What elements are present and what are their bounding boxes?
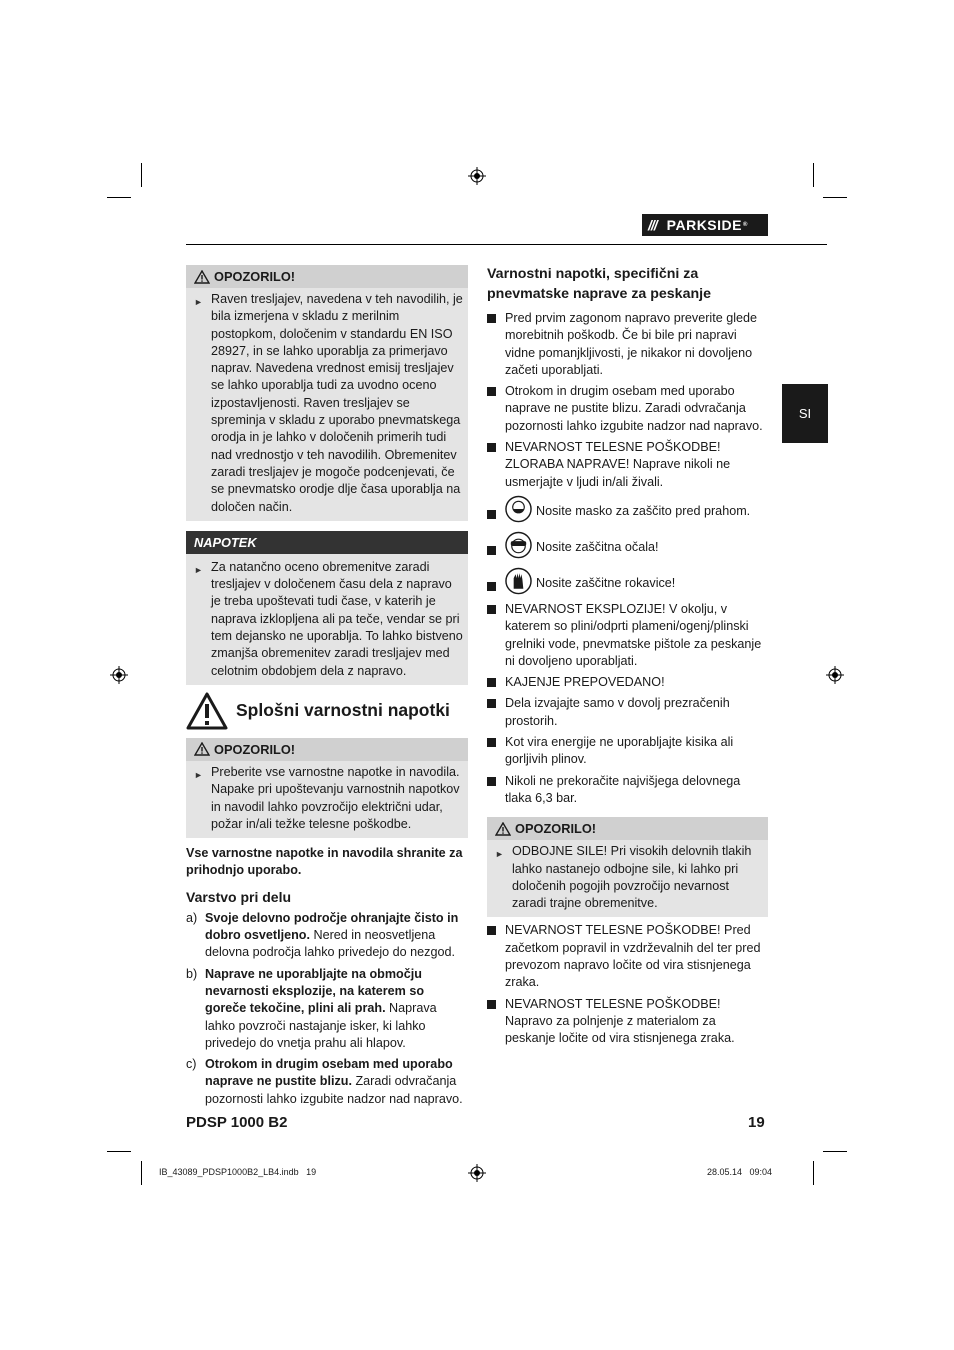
list-item [487,310,768,379]
warning-header [487,817,768,840]
triangle-bullet-icon: ► [495,849,504,860]
square-bullet-icon [487,777,496,786]
subheading-work-safety: Varstvo pri delu [186,888,292,905]
list-label: c) [186,1057,197,1072]
warning-header [186,265,468,288]
registration-mark-icon [468,1164,486,1182]
list-bold-text: Naprave ne uporabljajte na območju nevarnosti eksplozije, na katerem so goreče tekočine, plini ali prah. [205,966,425,1016]
registration-mark-icon [826,666,844,684]
section-title: Splošni varnostni napotki [236,700,450,721]
note-text: Za natančno oceno obremenitve zaradi tresljajev v določenem času dela z napravo je treba upoštevati tudi čase, v katerih je naprava izklopljena ali pa teče, vendar se pri tem dejansko ne uporablja. To lahko bistveno zmanjša obremenitev zaradi tresljajev med celotnim obdobjem dela z napravo. [211,559,463,678]
list-bold-text: Svoje delovno področje ohranjajte čisto in dobro osvetljeno. [205,910,459,943]
warning-icon [194,742,210,756]
print-date-info: 28.05.14 09:04 [707,1167,773,1177]
crop-mark [141,1161,142,1185]
square-bullet-icon [487,678,496,687]
square-bullet-icon [487,582,496,591]
list-text: Nikoli ne prekoračite najvišjega delovnega tlaka 6,3 bar. [505,773,741,805]
crop-mark [823,1151,847,1152]
list-item [186,910,468,962]
warning-text: Raven tresljajev, navedena v teh navodilih, je bila izmerjena v skladu z merilnim postopkom, določenim v standardu EN ISO 28927, in se lahko uporablja za primerjavo naprav. Navedena vrednost emisij tresljajev se lahko uporablja tudi za uvodno oceno izpostavljenosti. Raven tresljajev se spreminja v skladu z uporabo pnevmatskega orodja in je lahko v določenih primerih tudi nad vrednostjo v teh navodilih. Obremenitev zaradi tresljajev je mogoče podcenjevati, če se pnevmatsko orodje dlje časa uporablja na določen način. [211,292,463,514]
list-item [487,537,768,559]
right-heading: Varnostni napotki, specifični za pnevmatske naprave za peskanje [487,266,711,302]
crop-mark [107,1151,131,1152]
square-bullet-icon [487,443,496,452]
list-item [487,383,768,435]
warning-text: ODBOJNE SILE! Pri visokih delovnih tlakih lahko nastanejo odbojne sile, ki lahko pri določenih pogojih povzročijo nevarnost zaradi trajne obremenitve. [512,844,752,911]
warning-icon [194,270,210,284]
list-item [487,695,768,730]
print-file-info: IB_43089_PDSP1000B2_LB4.indb 19 [159,1167,317,1177]
square-bullet-icon [487,926,496,935]
note-box [186,531,468,685]
list-label: b) [186,966,198,981]
list-text: Nosite zaščitne rokavice! [536,576,676,591]
square-bullet-icon [487,738,496,747]
list-text: Pred prvim zagonom napravo preverite glede morebitnih poškodb. Če bi bile pri napravi vidne pomanjkljivosti, je nikakor ni dovoljeno začeti uporabljati. [505,311,758,377]
crop-mark [813,163,814,187]
registration-mark-icon [110,666,128,684]
keep-instructions-text: Vse varnostne napotke in navodila shranite za prihodnjo uporabo. [186,846,463,878]
dust-mask-icon [505,495,532,523]
list-item [487,573,768,595]
warning-title: OPOZORILO! [515,821,597,837]
warning-box-recoil [487,817,768,917]
note-header: NAPOTEK [186,531,468,554]
warning-large-icon [186,692,228,730]
list-item [487,601,768,670]
list-text: Nosite masko za zaščito pred prahom. [536,504,751,519]
list-text: KAJENJE PREPOVEDANO! [505,675,665,690]
left-column [186,265,468,1112]
square-bullet-icon [487,699,496,708]
list-label: a) [186,910,198,925]
square-bullet-icon [487,605,496,614]
list-item [487,773,768,808]
warning-box-general [186,738,468,838]
warning-title: OPOZORILO! [214,741,296,757]
page-number: 19 [748,1114,765,1131]
list-text: Nosite zaščitna očala! [536,540,659,555]
list-bold-text: Otrokom in drugim osebam med uporabo naprave ne pustite blizu. [205,1057,453,1089]
list-item [186,1056,468,1108]
warning-title: OPOZORILO! [214,268,296,284]
list-text: Dela izvajajte samo v dovolj prezračenih prostorih. [505,696,730,728]
square-bullet-icon [487,510,496,519]
language-tab: SI [782,384,828,443]
warning-box-vibration [186,265,468,521]
list-item [487,674,768,691]
list-item [487,996,768,1048]
right-column [487,264,768,1052]
footer-model: PDSP 1000 B2 [186,1114,288,1131]
list-text: Otrokom in drugim osebam med uporabo naprave ne pustite blizu. Zaradi odvračanja pozornosti lahko izgubite nadzor nad napravo. [505,384,763,433]
list-text: Zaradi odvračanja pozornosti lahko izgubite nadzor nad napravo. [205,1074,463,1106]
triangle-bullet-icon: ► [194,297,203,307]
parkside-logo [642,214,768,236]
square-bullet-icon [487,314,496,323]
square-bullet-icon [487,1000,496,1009]
triangle-bullet-icon: ► [194,769,203,780]
list-item [487,439,768,491]
list-text: NEVARNOST TELESNE POŠKODBE! ZLORABA NAPRAVE! Naprave nikoli ne usmerjajte v ljudi in/ali živali. [505,440,731,489]
square-bullet-icon [487,387,496,396]
list-text: Naprava lahko povzroči nastajanje isker, ki lahko privedejo do vnetja prahu ali hlapov. [205,1001,437,1050]
list-item [487,922,768,991]
warning-header [186,738,468,761]
list-item [487,501,768,523]
logo-registered: ® [742,222,748,228]
crop-mark [141,163,142,187]
logo-wordmark: PARKSIDE [666,217,742,233]
warning-icon [495,822,511,836]
crop-mark [813,1161,814,1185]
crop-mark [107,197,131,198]
list-text: Nered in neosvetljena delovna področja lahko privedejo do nezgod. [205,928,455,960]
header-rule [186,244,827,245]
list-text: NEVARNOST TELESNE POŠKODBE! Napravo za polnjenje z materialom za peskanje ločite od vira stisnjenega zraka. [505,996,735,1046]
list-text: NEVARNOST EKSPLOZIJE! V okolju, v katerem so plini/odprti plameni/ogenj/plinski grelniki vode, pnevmatske pištole za peskanje ni dovoljeno uporabljati. [505,601,762,668]
logo-stripes: /// [648,217,657,233]
protective-gloves-icon [505,567,532,595]
list-text: NEVARNOST TELESNE POŠKODBE! Pred začetkom popravil in vzdrževalnih del ter pred prevozom napravo ločite od vira stisnjenega zraka. [505,923,761,990]
safety-goggles-icon [505,531,532,559]
square-bullet-icon [487,546,496,555]
list-item [487,734,768,769]
warning-text: Preberite vse varnostne napotke in navodila. Napake pri upoštevanju varnostnih napotkov in navodil lahko povzročijo električni udar, požar in/ali težke telesne poškodbe. [211,764,460,831]
crop-mark [823,197,847,198]
list-item [186,966,468,1052]
registration-mark-icon [468,167,486,185]
section-heading [186,692,468,730]
triangle-bullet-icon: ► [194,564,203,575]
list-text: Kot vira energije ne uporabljajte kisika ali gorljivih plinov. [505,735,734,767]
